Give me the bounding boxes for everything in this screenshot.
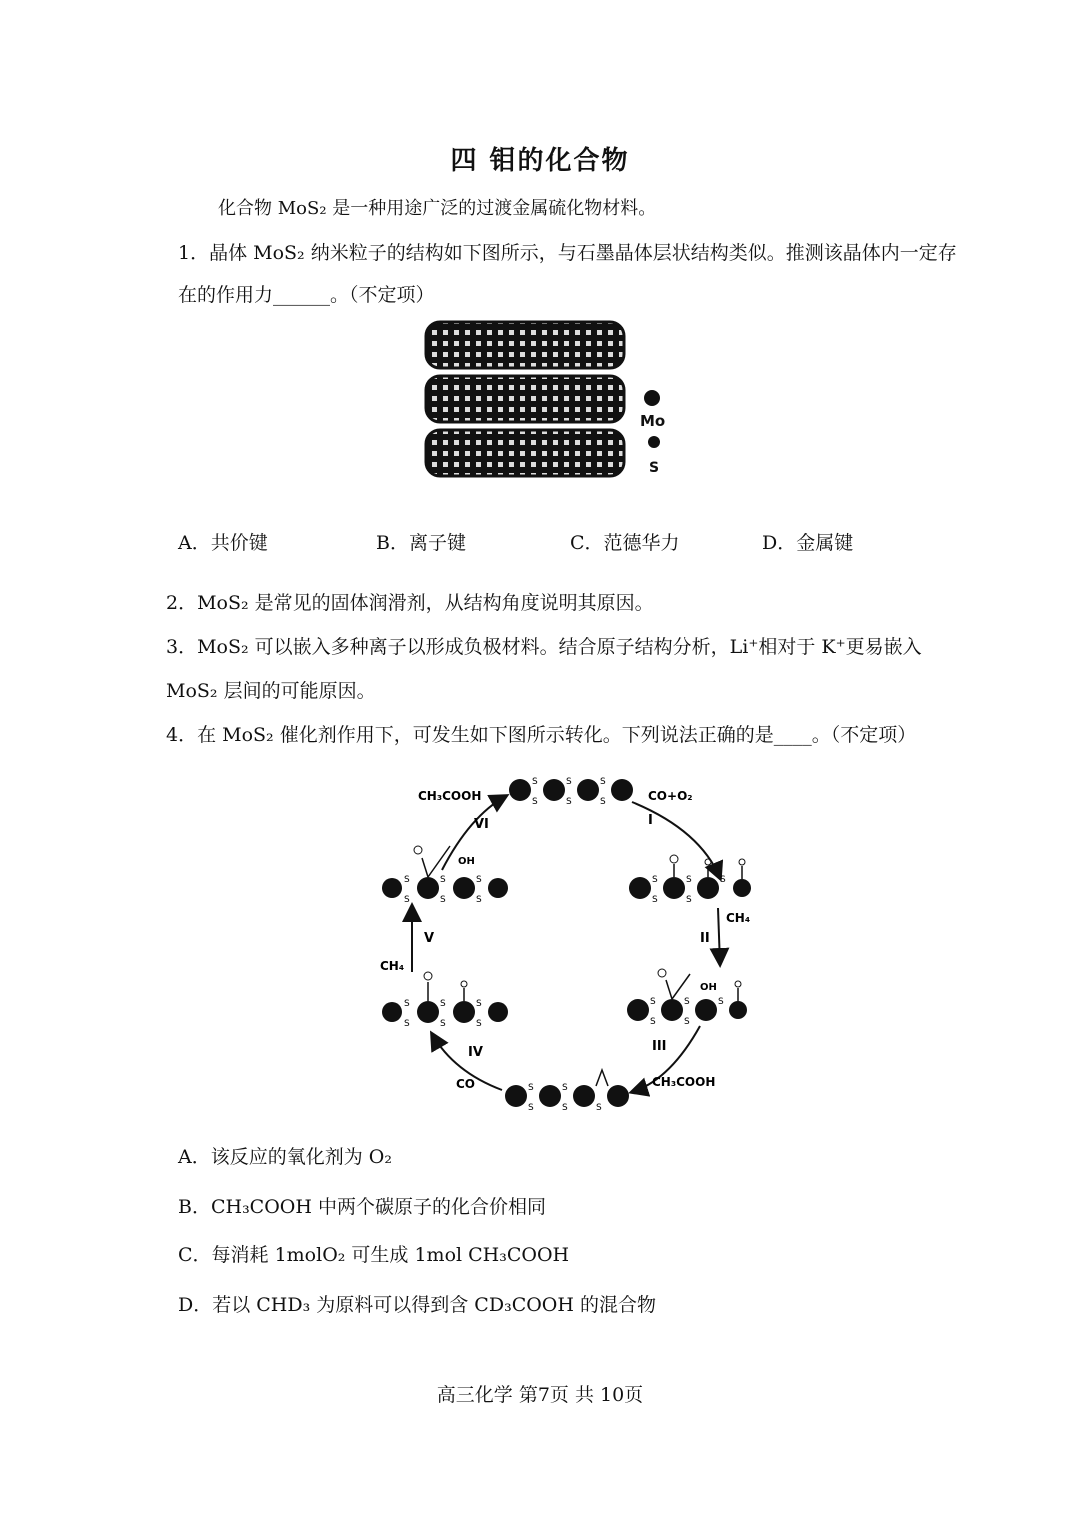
q4-option-b: B．CH₃COOH 中两个碳原子的化合价相同 [178,1196,546,1218]
reagent-v-label: CH₄ [380,959,405,973]
section-title: 四 钼的化合物 [450,146,630,176]
q4-option-a: A．该反应的氧化剂为 O₂ [178,1146,392,1168]
cycle-state-upper-left [382,846,508,905]
q1-option-d: D．金属键 [762,532,854,554]
product-iii-label: CH₃COOH [652,1075,716,1089]
cycle-state-bottom [505,1070,629,1113]
svg-text:S: S [720,875,726,885]
q1-line1: 1．晶体 MoS₂ 纳米粒子的结构如下图所示，与石墨晶体层状结构类似。推测该晶体内一定存 [178,242,957,264]
svg-text:S: S [596,1103,602,1113]
svg-text:S: S [404,875,410,885]
legend-mo-label: Mo [640,412,666,430]
q1-option-b: B．离子键 [376,532,466,554]
svg-text:S: S [528,1083,534,1093]
svg-text:S: S [684,997,690,1007]
q3-line1: 3．MoS₂ 可以嵌入多种离子以形成负极材料。结合原子结构分析，Li⁺相对于 K⁺更易嵌入 [166,636,922,658]
page-footer: 高三化学 第7页 共 10页 [436,1384,644,1406]
q1-option-c: C．范德华力 [570,532,680,554]
svg-text:S: S [566,777,572,787]
svg-text:S: S [650,1017,656,1027]
svg-text:S: S [528,1103,534,1113]
q1-line2: 在的作用力______。（不定项） [178,284,435,306]
svg-text:S: S [686,875,692,885]
svg-text:S: S [404,1019,410,1029]
svg-text:S: S [652,895,658,905]
mos2-layer-structure-figure [418,316,678,486]
cycle-state-top [509,777,633,807]
mos2-layer-top [426,322,624,368]
svg-text:S: S [476,999,482,1009]
step-ii-label: II [700,931,710,946]
product-vi-label: CH₃COOH [418,789,482,803]
svg-text:S: S [404,999,410,1009]
svg-text:OH: OH [700,982,717,993]
q4-option-c: C．每消耗 1molO₂ 可生成 1mol CH₃COOH [178,1244,570,1266]
svg-text:S: S [600,777,606,787]
svg-text:S: S [532,777,538,787]
svg-text:S: S [600,797,606,807]
reagent-iv-label: CO [456,1077,476,1091]
catalytic-cycle-diagram [370,760,770,1120]
intro-text: 化合物 MoS₂ 是一种用途广泛的过渡金属硫化物材料。 [218,198,657,219]
step-iv-label: IV [468,1045,483,1060]
reagent-ii-label: CH₄ [726,911,751,925]
cycle-arrow-step-2 [718,908,720,964]
svg-text:S: S [440,999,446,1009]
svg-text:S: S [562,1083,568,1093]
svg-text:S: S [440,1019,446,1029]
svg-text:S: S [476,875,482,885]
reagent-i-label: CO+O₂ [648,789,693,803]
cycle-state-upper-right [629,855,751,905]
svg-text:S: S [440,895,446,905]
svg-text:S: S [650,997,656,1007]
svg-text:S: S [440,875,446,885]
q3-line2: MoS₂ 层间的可能原因。 [166,680,376,702]
q2-text: 2．MoS₂ 是常见的固体润滑剂，从结构角度说明其原因。 [166,592,654,614]
cycle-state-lower-left [382,972,508,1029]
step-i-label: I [648,813,653,828]
q4-stem: 4．在 MoS₂ 催化剂作用下，可发生如下图所示转化。下列说法正确的是____。（不定项） [166,724,917,746]
svg-text:S: S [532,797,538,807]
q4-option-d: D．若以 CHD₃ 为原料可以得到含 CD₃COOH 的混合物 [178,1294,656,1316]
q1-option-a: A．共价键 [178,532,268,554]
cycle-arrow-step-1 [632,802,720,878]
step-vi-label: VI [474,817,489,832]
svg-text:S: S [718,997,724,1007]
step-iii-label: III [652,1039,667,1054]
svg-text:S: S [476,1019,482,1029]
mos2-layer-bottom [426,430,624,476]
svg-text:S: S [562,1103,568,1113]
mos2-layer-middle [426,376,624,422]
svg-text:S: S [652,875,658,885]
svg-text:S: S [684,1017,690,1027]
svg-text:OH: OH [458,856,475,867]
legend-s-label: S [649,460,660,476]
svg-text:S: S [476,895,482,905]
svg-text:S: S [566,797,572,807]
cycle-state-lower-right [627,969,747,1027]
mo-atom-legend-icon [644,390,660,406]
svg-text:S: S [404,895,410,905]
step-v-label: V [424,931,435,946]
s-atom-legend-icon [648,436,660,448]
svg-text:S: S [686,895,692,905]
